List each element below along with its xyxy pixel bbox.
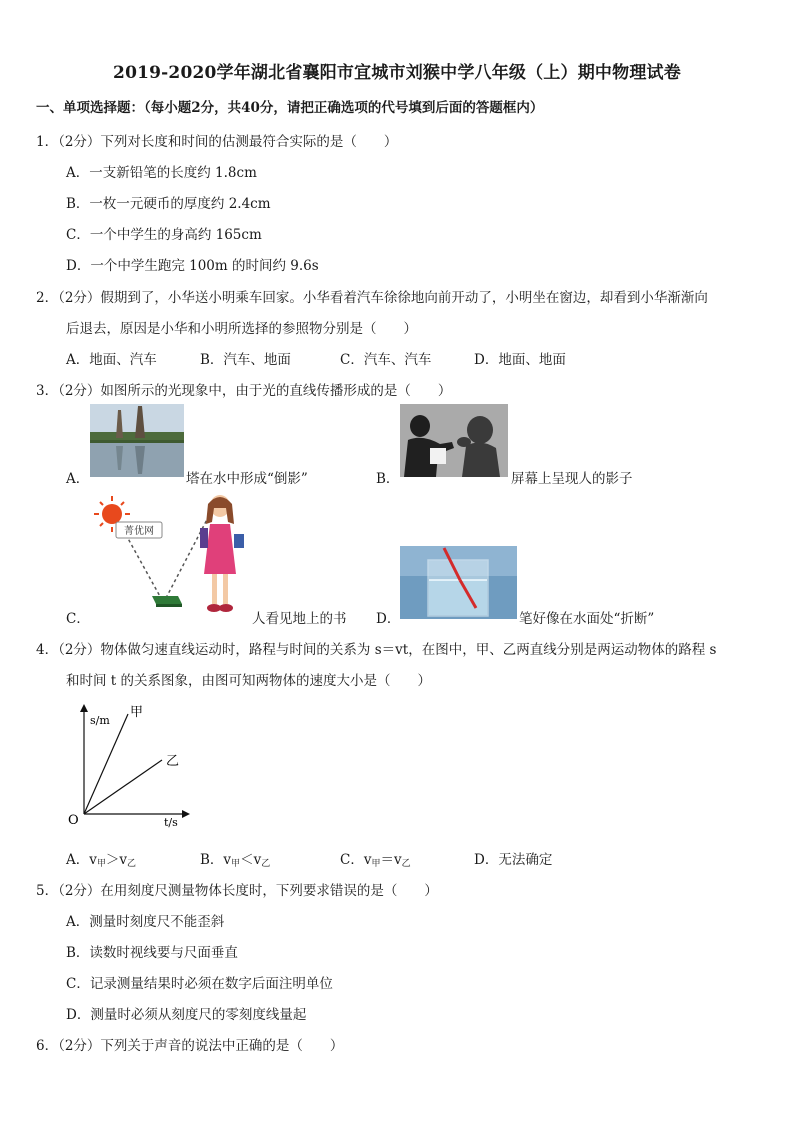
question-3-stem: 3．（2分）如图所示的光现象中，由于光的直线传播形成的是（ ） [36, 383, 452, 399]
question-1-stem: 1．（2分）下列对长度和时间的估测最符合实际的是（ ） [36, 134, 398, 150]
question-3-option-b-caption: 屏幕上呈现人的影子 [511, 471, 633, 487]
question-5-option-c: C．记录测量结果时必须在数字后面注明单位 [66, 976, 333, 992]
question-3-option-b-letter: B． [376, 471, 400, 487]
question-3-option-d-caption: 笔好像在水面处“折断” [519, 611, 655, 627]
y-axis-arrow [80, 704, 88, 712]
question-2-option-a: A．地面、汽车 [66, 352, 157, 368]
pagoda-reflection-image [90, 404, 184, 477]
question-3-option-c-caption: 人看见地上的书 [252, 611, 347, 627]
x-axis-label: t/s [164, 816, 178, 829]
question-3-option-d-letter: D． [376, 611, 401, 627]
question-4-option-d: D．无法确定 [474, 852, 553, 868]
question-5-option-d: D．测量时必须从刻度尺的零刻度线量起 [66, 1007, 307, 1023]
question-2-option-d: D．地面、地面 [474, 352, 566, 368]
question-2-stem-line2: 后退去，原因是小华和小明所选择的参照物分别是（ ） [66, 321, 417, 337]
section-heading: 一、单项选择题：（每小题2分，共40分，请把正确选项的代号填到后面的答题框内） [36, 100, 544, 116]
pen-in-water-image [400, 546, 517, 619]
girl-sees-book-illustration [94, 494, 254, 620]
page-title: 2019-2020学年湖北省襄阳市宜城市刘猴中学八年级（上）期中物理试卷 [113, 63, 681, 83]
question-4-option-b: B．$v_甲<v_乙$ [200, 852, 271, 869]
question-1-option-b: B．一枚一元硬币的厚度约 2.4cm [66, 196, 271, 212]
y-axis-label: s/m [90, 714, 110, 727]
question-1-option-a: A．一支新铅笔的长度约 1.8cm [66, 165, 257, 181]
line-jia-label: 甲 [130, 705, 144, 720]
shadow-on-screen-image [400, 404, 508, 477]
question-4-option-a: A．$v_甲>v_乙$ [66, 852, 137, 869]
question-3-option-c-letter: C． [66, 611, 90, 627]
question-1-option-d: D．一个中学生跑完 100m 的时间约 9.6s [66, 258, 319, 274]
watermark-label: 菁优网 [124, 526, 154, 537]
question-4-stem-line1: 4．（2分）物体做匀速直线运动时，路程与时间的关系为 s＝vt，在图中，甲、乙两直线分别是两运动物体的路程 s [36, 642, 717, 658]
question-1-option-c: C．一个中学生的身高约 165cm [66, 227, 262, 243]
s-t-graph [62, 700, 202, 830]
question-5-option-a: A．测量时刻度尺不能歪斜 [66, 914, 225, 930]
question-5-stem: 5．（2分）在用刻度尺测量物体长度时，下列要求错误的是（ ） [36, 883, 438, 899]
question-3-option-a-caption: 塔在水中形成“倒影” [186, 471, 308, 487]
question-4-stem-line2: 和时间 t 的关系图象，由图可知两物体的速度大小是（ ） [66, 673, 432, 689]
question-2-stem-line1: 2．（2分）假期到了，小华送小明乘车回家。小华看着汽车徐徐地向前开动了，小明坐在窗边，却看到小华渐渐向 [36, 290, 708, 306]
question-5-option-b: B．读数时视线要与尺面垂直 [66, 945, 238, 961]
origin-label: O [68, 813, 79, 828]
x-axis-arrow [182, 810, 190, 818]
question-3-option-a-letter: A． [66, 471, 90, 487]
question-2-option-c: C．汽车、汽车 [340, 352, 432, 368]
question-4-option-c: C．$v_甲=v_乙$ [340, 852, 411, 869]
line-yi-label: 乙 [166, 754, 180, 769]
question-2-option-b: B．汽车、地面 [200, 352, 291, 368]
question-6-stem: 6．（2分）下列关于声音的说法中正确的是（ ） [36, 1038, 344, 1054]
